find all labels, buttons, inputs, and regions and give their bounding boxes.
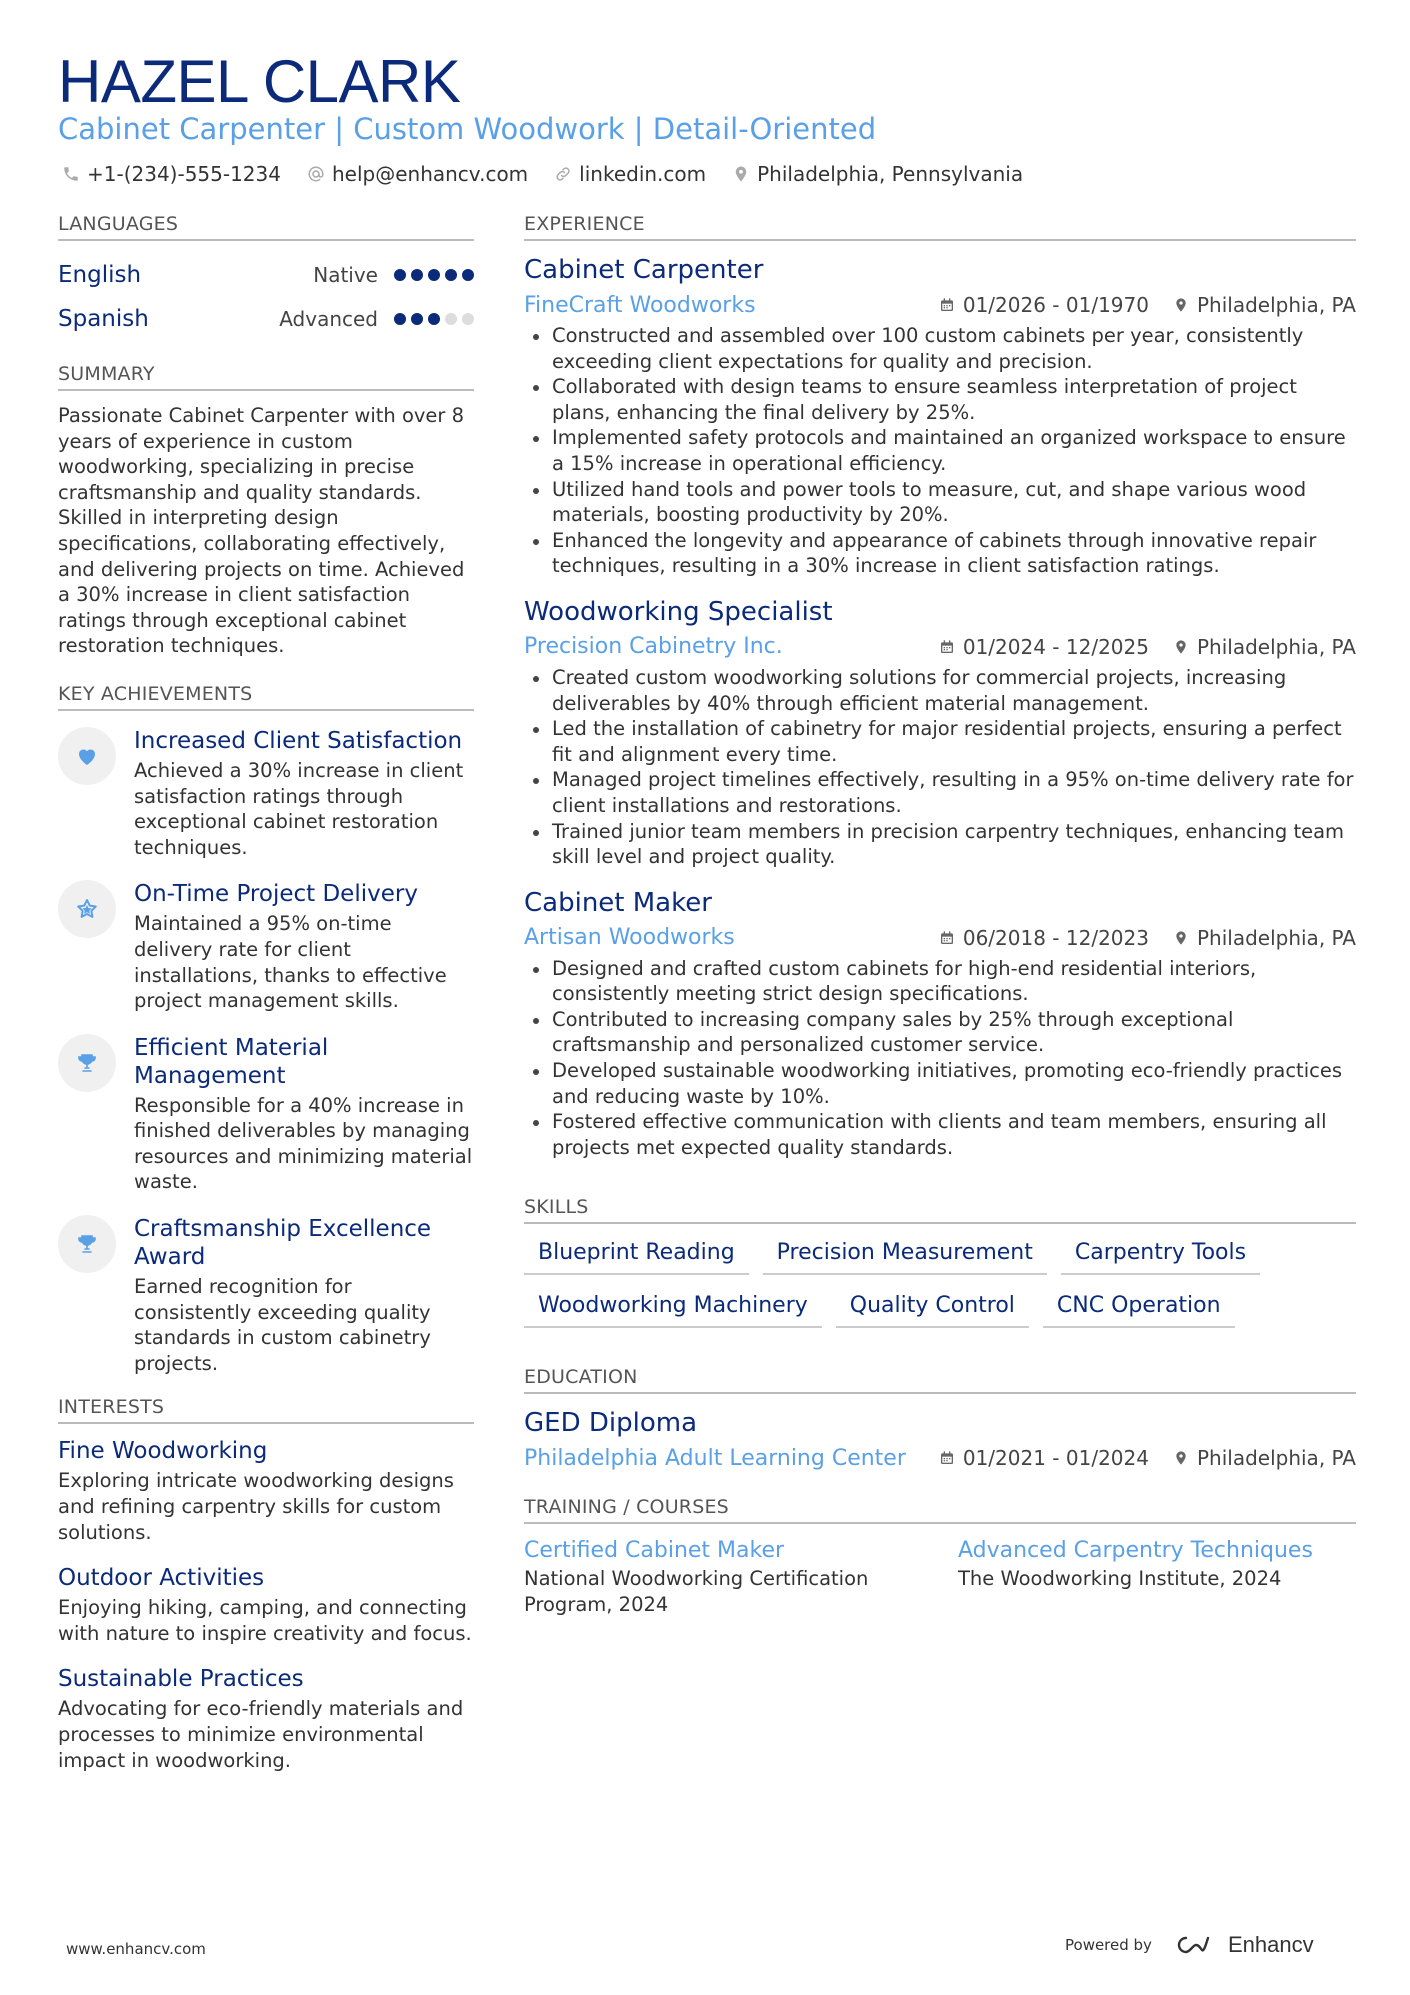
job-dates — [939, 926, 1149, 950]
achievement-icon-badge — [58, 1215, 116, 1273]
contact-location — [732, 162, 1023, 186]
job-location — [1173, 926, 1356, 950]
achievement-desc: Earned recognition for consistently exceeding quality standards in custom cabinetry projects. — [134, 1275, 431, 1375]
language-item — [58, 253, 474, 297]
interest-desc: Exploring intricate woodworking designs and refining carpentry skills for custom solutions. — [58, 1469, 454, 1544]
job-bullet: Collaborated with design teams to ensure seamless interpretation of project plans, enhancing the final delivery by 25%. — [524, 374, 1356, 425]
language-level: Native — [313, 263, 378, 287]
contact-bar — [62, 162, 1023, 186]
location-icon — [732, 165, 750, 183]
job-dates — [939, 293, 1149, 317]
job-location-text: Philadelphia, PA — [1196, 293, 1356, 317]
training-title: Certified Cabinet Maker — [524, 1538, 785, 1564]
achievement-desc: Responsible for a 40% increase in finished deliverables by managing resources and minimizing material waste. — [134, 1093, 473, 1194]
interest-item — [58, 1563, 474, 1646]
footer-branding — [1065, 1932, 1314, 1958]
job-meta — [524, 287, 1356, 323]
job-location-text: Philadelphia, PA — [1196, 634, 1356, 659]
job-bullet: Designed and crafted custom cabinets for high-end residential interiors, consistently meeting strict design specifications. — [524, 956, 1356, 1007]
heart-icon — [75, 744, 99, 768]
education-dates — [939, 1446, 1149, 1470]
job-bullet: Enhanced the longevity and appearance of cabinets through innovative repair techniques, resulting in a 30% increase in client satisfaction ratings. — [524, 528, 1356, 579]
job-bullet: Utilized hand tools and power tools to measure, cut, and shape various wood materials, boosting productivity by 20%. — [524, 477, 1356, 528]
summary-text: Passionate Cabinet Carpenter with over 8 years of experience in custom woodworking, specializing in precise craftsmanship and quality standards. Skilled in interpreting design specifications, collaborating effectively, and delivering projects on time. Achieved a 30% increase in client satisfaction ratings through exceptional cabinet restoration techniques. — [58, 404, 465, 658]
right-column — [524, 213, 1356, 1618]
achievement-title: Efficient Material Management — [134, 1034, 329, 1089]
education-meta — [524, 1440, 1356, 1476]
job-location — [1173, 635, 1356, 659]
skills-list — [524, 1236, 1356, 1328]
rating-dot — [445, 269, 457, 281]
achievement-title: Increased Client Satisfaction — [134, 727, 463, 754]
location-icon — [1173, 930, 1189, 946]
job-bullets — [524, 323, 1356, 579]
skill-tag: Precision Measurement — [763, 1236, 1047, 1275]
achievement-icon-badge — [58, 1034, 116, 1092]
job-bullet: Constructed and assembled over 100 custom cabinets per year, consistently exceeding client expectations for quality and precision. — [524, 323, 1356, 374]
candidate-name: HAZEL CLARK — [58, 48, 461, 115]
powered-by-label: Powered by — [1065, 1936, 1152, 1954]
job-dates-text: 01/2026 - 01/1970 — [962, 293, 1149, 317]
languages-heading: LANGUAGES — [58, 213, 474, 241]
job-bullet: Fostered effective communication with clients and team members, ensuring all projects met expected quality standards. — [524, 1109, 1356, 1160]
interest-title: Fine Woodworking — [58, 1438, 268, 1465]
job-bullet: Implemented safety protocols and maintained an organized workspace to ensure a 15% increase in operational efficiency. — [524, 425, 1356, 476]
achievement-item — [58, 1034, 474, 1195]
job-dates-text: 06/2018 - 12/2023 — [962, 925, 1149, 950]
achievement-item — [58, 1215, 474, 1376]
languages-list — [58, 253, 474, 341]
achievements-list — [58, 727, 474, 1377]
skill-tag: Quality Control — [836, 1289, 1029, 1328]
location-icon — [1173, 297, 1189, 313]
brand-logo[interactable] — [1174, 1932, 1314, 1958]
achievement-item — [58, 727, 474, 860]
job-entry — [524, 886, 1356, 1161]
job-dates — [939, 635, 1149, 659]
location-icon — [1173, 1450, 1189, 1466]
email-icon — [307, 165, 325, 183]
job-title: Woodworking Specialist — [524, 596, 833, 627]
summary-heading: SUMMARY — [58, 363, 474, 391]
achievement-icon-badge — [58, 880, 116, 938]
job-bullet: Trained junior team members in precision carpentry techniques, enhancing team skill level and project quality. — [524, 819, 1356, 870]
job-entry — [524, 253, 1356, 579]
contact-email-text[interactable]: help@enhancv.com — [331, 162, 529, 186]
interest-item — [58, 1664, 474, 1773]
job-dates-text: 01/2024 - 12/2025 — [962, 634, 1149, 659]
interest-title: Outdoor Activities — [58, 1565, 265, 1592]
star-icon — [75, 897, 99, 921]
job-bullet: Developed sustainable woodworking initiatives, promoting eco-friendly practices and reducing waste by 10%. — [524, 1058, 1356, 1109]
contact-linkedin-text[interactable]: linkedin.com — [579, 162, 707, 186]
interest-desc: Advocating for eco-friendly materials and processes to minimize environmental impact in woodworking. — [58, 1697, 464, 1772]
achievement-title: Craftsmanship Excellence Award — [134, 1216, 432, 1271]
language-name: Spanish — [58, 306, 149, 332]
job-company: Artisan Woodworks — [524, 925, 735, 951]
education-dates-text: 01/2021 - 01/2024 — [962, 1446, 1149, 1471]
training-list — [524, 1536, 1356, 1617]
job-title: Cabinet Maker — [524, 887, 712, 918]
calendar-icon — [939, 297, 955, 313]
achievement-title: On-Time Project Delivery — [134, 881, 418, 908]
trophy-icon — [75, 1232, 99, 1256]
education-entry — [524, 1406, 1356, 1476]
link-icon — [554, 165, 572, 183]
training-item — [524, 1536, 922, 1617]
training-title: Advanced Carpentry Techniques — [958, 1538, 1313, 1564]
job-bullet: Contributed to increasing company sales by 25% through exceptional craftsmanship and personalized customer service. — [524, 1007, 1356, 1058]
skill-tag: Carpentry Tools — [1061, 1236, 1260, 1275]
skill-tag: Woodworking Machinery — [524, 1289, 822, 1328]
rating-dot — [462, 269, 474, 281]
rating-dot — [411, 313, 423, 325]
calendar-icon — [939, 930, 955, 946]
education-school: Philadelphia Adult Learning Center — [524, 1445, 906, 1471]
rating-dot — [411, 269, 423, 281]
calendar-icon — [939, 1450, 955, 1466]
interest-desc: Enjoying hiking, camping, and connecting with nature to inspire creativity and focus. — [58, 1596, 472, 1645]
job-bullet: Managed project timelines effectively, resulting in a 95% on-time delivery rate for client installations and restorations. — [524, 767, 1356, 818]
language-level: Advanced — [279, 307, 378, 331]
rating-dot — [394, 269, 406, 281]
calendar-icon — [939, 639, 955, 655]
rating-dot — [428, 269, 440, 281]
language-rating — [394, 313, 474, 325]
interests-heading: INTERESTS — [58, 1396, 474, 1424]
interests-list — [58, 1436, 474, 1773]
rating-dot — [428, 313, 440, 325]
education-location-text: Philadelphia, PA — [1196, 1446, 1356, 1471]
training-desc: National Woodworking Certification Program, 2024 — [524, 1567, 869, 1617]
education-heading: EDUCATION — [524, 1366, 1356, 1394]
location-icon — [1173, 639, 1189, 655]
rating-dot — [445, 313, 457, 325]
achievement-desc: Maintained a 95% on-time delivery rate for client installations, thanks to effective project management skills. — [134, 912, 447, 1013]
job-location — [1173, 293, 1356, 317]
rating-dot — [394, 313, 406, 325]
job-bullets — [524, 956, 1356, 1161]
trophy-icon — [75, 1051, 99, 1075]
training-heading: TRAINING / COURSES — [524, 1496, 1356, 1524]
achievement-desc: Achieved a 30% increase in client satisfaction ratings through exceptional cabinet restoration techniques. — [134, 758, 464, 859]
skills-heading: SKILLS — [524, 1196, 1356, 1224]
candidate-tagline: Cabinet Carpenter | Custom Woodwork | Detail-Oriented — [58, 112, 877, 146]
experience-heading: EXPERIENCE — [524, 213, 1356, 241]
contact-phone — [62, 162, 281, 186]
phone-icon — [62, 165, 80, 183]
rating-dot — [462, 313, 474, 325]
contact-email[interactable] — [307, 162, 528, 186]
training-item — [958, 1536, 1356, 1617]
interest-title: Sustainable Practices — [58, 1666, 304, 1693]
enhancv-logo-icon — [1174, 1934, 1218, 1956]
job-meta — [524, 629, 1356, 665]
contact-phone-text: +1-(234)-555-1234 — [87, 162, 281, 186]
job-meta — [524, 920, 1356, 956]
language-name: English — [58, 262, 142, 288]
brand-name: Enhancv — [1227, 1932, 1314, 1957]
achievement-item — [58, 880, 474, 1013]
contact-location-text: Philadelphia, Pennsylvania — [757, 162, 1024, 186]
left-column — [58, 213, 474, 1791]
achievement-icon-badge — [58, 727, 116, 785]
footer-website[interactable]: www.enhancv.com — [66, 1940, 206, 1958]
job-bullet: Led the installation of cabinetry for major residential projects, ensuring a perfect fit and alignment every time. — [524, 716, 1356, 767]
skill-tag: Blueprint Reading — [524, 1236, 749, 1275]
job-bullets — [524, 665, 1356, 870]
education-degree: GED Diploma — [524, 1408, 697, 1439]
training-desc: The Woodworking Institute, 2024 — [958, 1567, 1282, 1591]
job-location-text: Philadelphia, PA — [1196, 925, 1356, 950]
education-location — [1173, 1446, 1356, 1470]
achievements-heading: KEY ACHIEVEMENTS — [58, 683, 474, 711]
job-bullet: Created custom woodworking solutions for commercial projects, increasing deliverables by 40% through efficient material management. — [524, 665, 1356, 716]
language-item — [58, 297, 474, 341]
contact-linkedin[interactable] — [554, 162, 706, 186]
job-company: Precision Cabinetry Inc. — [524, 634, 783, 660]
interest-item — [58, 1436, 474, 1545]
language-rating — [394, 269, 474, 281]
job-title: Cabinet Carpenter — [524, 255, 764, 285]
job-entry — [524, 595, 1356, 870]
skill-tag: CNC Operation — [1043, 1289, 1235, 1328]
job-company: FineCraft Woodworks — [524, 292, 756, 318]
